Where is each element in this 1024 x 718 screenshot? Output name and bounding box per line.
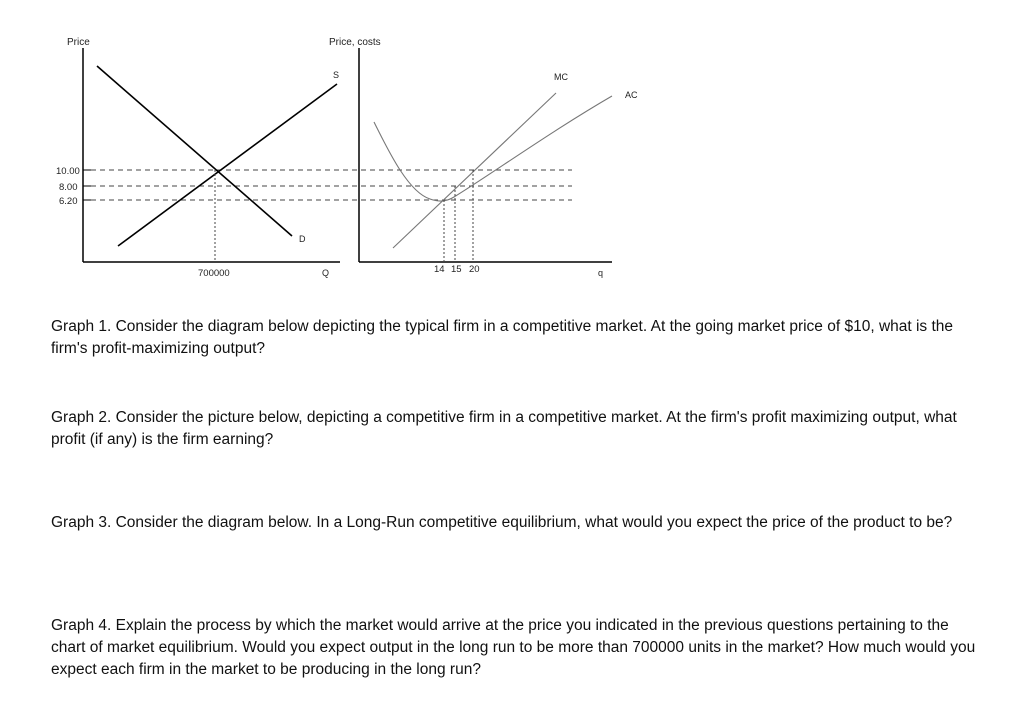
firm-graph <box>329 37 638 278</box>
quantity-tick-20: 20 <box>469 264 480 275</box>
question-graph-1: Graph 1. Consider the diagram below depicting the typical firm in a competitive market. At the going market price of $10, what is the firm's profit-maximizing output? <box>51 318 954 357</box>
market-y-axis-label: Price <box>67 37 90 48</box>
price-tick-8: 8.00 <box>59 182 78 193</box>
market-graph <box>56 37 572 279</box>
supply-curve <box>118 84 337 246</box>
quantity-tick-14: 14 <box>434 264 445 275</box>
supply-label: S <box>333 70 340 80</box>
demand-curve <box>97 66 292 236</box>
economics-diagram <box>0 0 1024 300</box>
firm-x-axis-label: q <box>598 268 604 278</box>
ac-label: AC <box>625 90 638 100</box>
firm-y-axis-label: Price, costs <box>329 37 381 48</box>
question-graph-4: Graph 4. Explain the process by which the market would arrive at the price you indicated in the previous questions pertaining to the chart of market equilibrium. Would you expect output in the long run to be more than 700000 units in the market? How much would you expect each firm in the market to be producing in the long run? <box>51 617 976 678</box>
price-tick-10: 10.00 <box>56 166 80 177</box>
question-graph-2: Graph 2. Consider the picture below, depicting a competitive firm in a competitive market. At the firm's profit maximizing output, what profit (if any) is the firm earning? <box>51 409 957 448</box>
equilibrium-quantity-tick: 700000 <box>198 268 230 279</box>
price-tick-6-20: 6.20 <box>59 196 78 207</box>
mc-label: MC <box>554 72 568 82</box>
demand-label: D <box>299 234 306 244</box>
average-cost-curve <box>374 96 612 201</box>
quantity-tick-15: 15 <box>451 264 462 275</box>
market-x-axis-label: Q <box>322 268 330 278</box>
question-graph-3: Graph 3. Consider the diagram below. In a Long-Run competitive equilibrium, what would you expect the price of the product to be? <box>51 514 953 531</box>
